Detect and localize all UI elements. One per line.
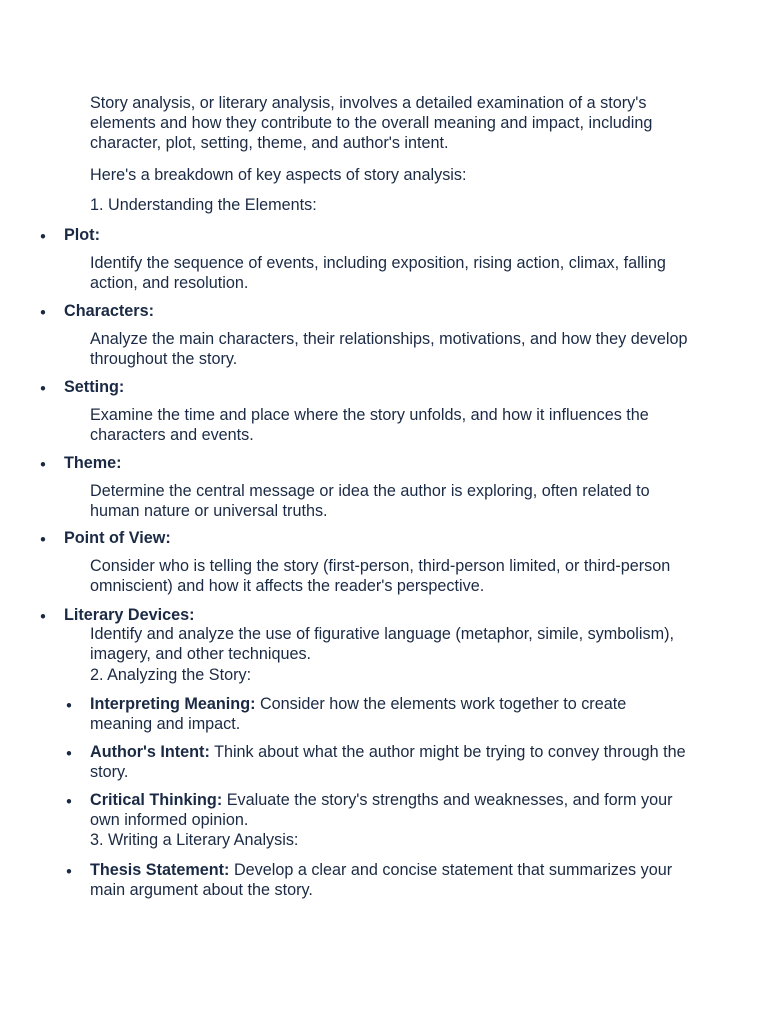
bullet-text-theme: Determine the central message or idea the author is exploring, often related to human nature or universal truths. [90, 482, 650, 520]
bullet-label-theme: Theme: [64, 454, 122, 472]
item-text: Develop a clear and concise statement that summarizes your main argument about the story. [90, 861, 673, 899]
item-label: Critical Thinking: [90, 791, 223, 809]
bullet-icon: • [40, 228, 46, 246]
bullet-icon: • [66, 745, 72, 763]
list-item-interpreting-meaning [90, 694, 690, 734]
bullet-icon: • [40, 456, 46, 474]
bullet-text-setting: Examine the time and place where the story unfolds, and how it influences the characters and events. [90, 406, 649, 444]
bullet-label-setting: Setting: [64, 378, 125, 396]
item-label: Author's Intent: [90, 743, 210, 761]
item-label: Thesis Statement: [90, 861, 230, 879]
bullet-label-literary-devices: Literary Devices: [64, 606, 195, 624]
breakdown-line: Here's a breakdown of key aspects of story analysis: [90, 166, 467, 184]
section2-heading: 2. Analyzing the Story: [90, 666, 252, 684]
item-label: Interpreting Meaning: [90, 695, 256, 713]
bullet-icon: • [66, 697, 72, 715]
bullet-text-literary-devices: Identify and analyze the use of figurative language (metaphor, simile, symbolism), imagery, and other techniques. [90, 625, 674, 663]
bullet-icon: • [40, 304, 46, 322]
bullet-icon: • [66, 793, 72, 811]
bullet-text-point-of-view: Consider who is telling the story (first-person, third-person limited, or third-person omniscient) and how it affects the reader's perspective. [90, 557, 671, 595]
section1-heading: 1. Understanding the Elements: [90, 196, 317, 214]
bullet-label-point-of-view: Point of View: [64, 529, 171, 547]
list-item-thesis-statement [90, 860, 690, 900]
item-text: Consider how the elements work together to create meaning and impact. [90, 695, 627, 733]
item-text: Think about what the author might be trying to convey through the story. [90, 743, 686, 781]
bullet-label-characters: Characters: [64, 302, 154, 320]
list-item-critical-thinking [90, 790, 690, 830]
bullet-text-plot: Identify the sequence of events, including exposition, rising action, climax, falling action, and resolution. [90, 254, 666, 292]
bullet-text-characters: Analyze the main characters, their relationships, motivations, and how they develop throughout the story. [90, 330, 688, 368]
bullet-icon: • [40, 608, 46, 626]
section3-heading: 3. Writing a Literary Analysis: [90, 831, 299, 849]
item-text: Evaluate the story's strengths and weaknesses, and form your own informed opinion. [90, 791, 673, 829]
bullet-label-plot: Plot: [64, 226, 100, 244]
intro-paragraph: Story analysis, or literary analysis, involves a detailed examination of a story's elements and how they contribute to the overall meaning and impact, including character, plot, setting, theme, and author's intent. [90, 94, 653, 152]
list-item-authors-intent [90, 742, 690, 782]
bullet-icon: • [66, 863, 72, 881]
bullet-icon: • [40, 380, 46, 398]
bullet-icon: • [40, 531, 46, 549]
